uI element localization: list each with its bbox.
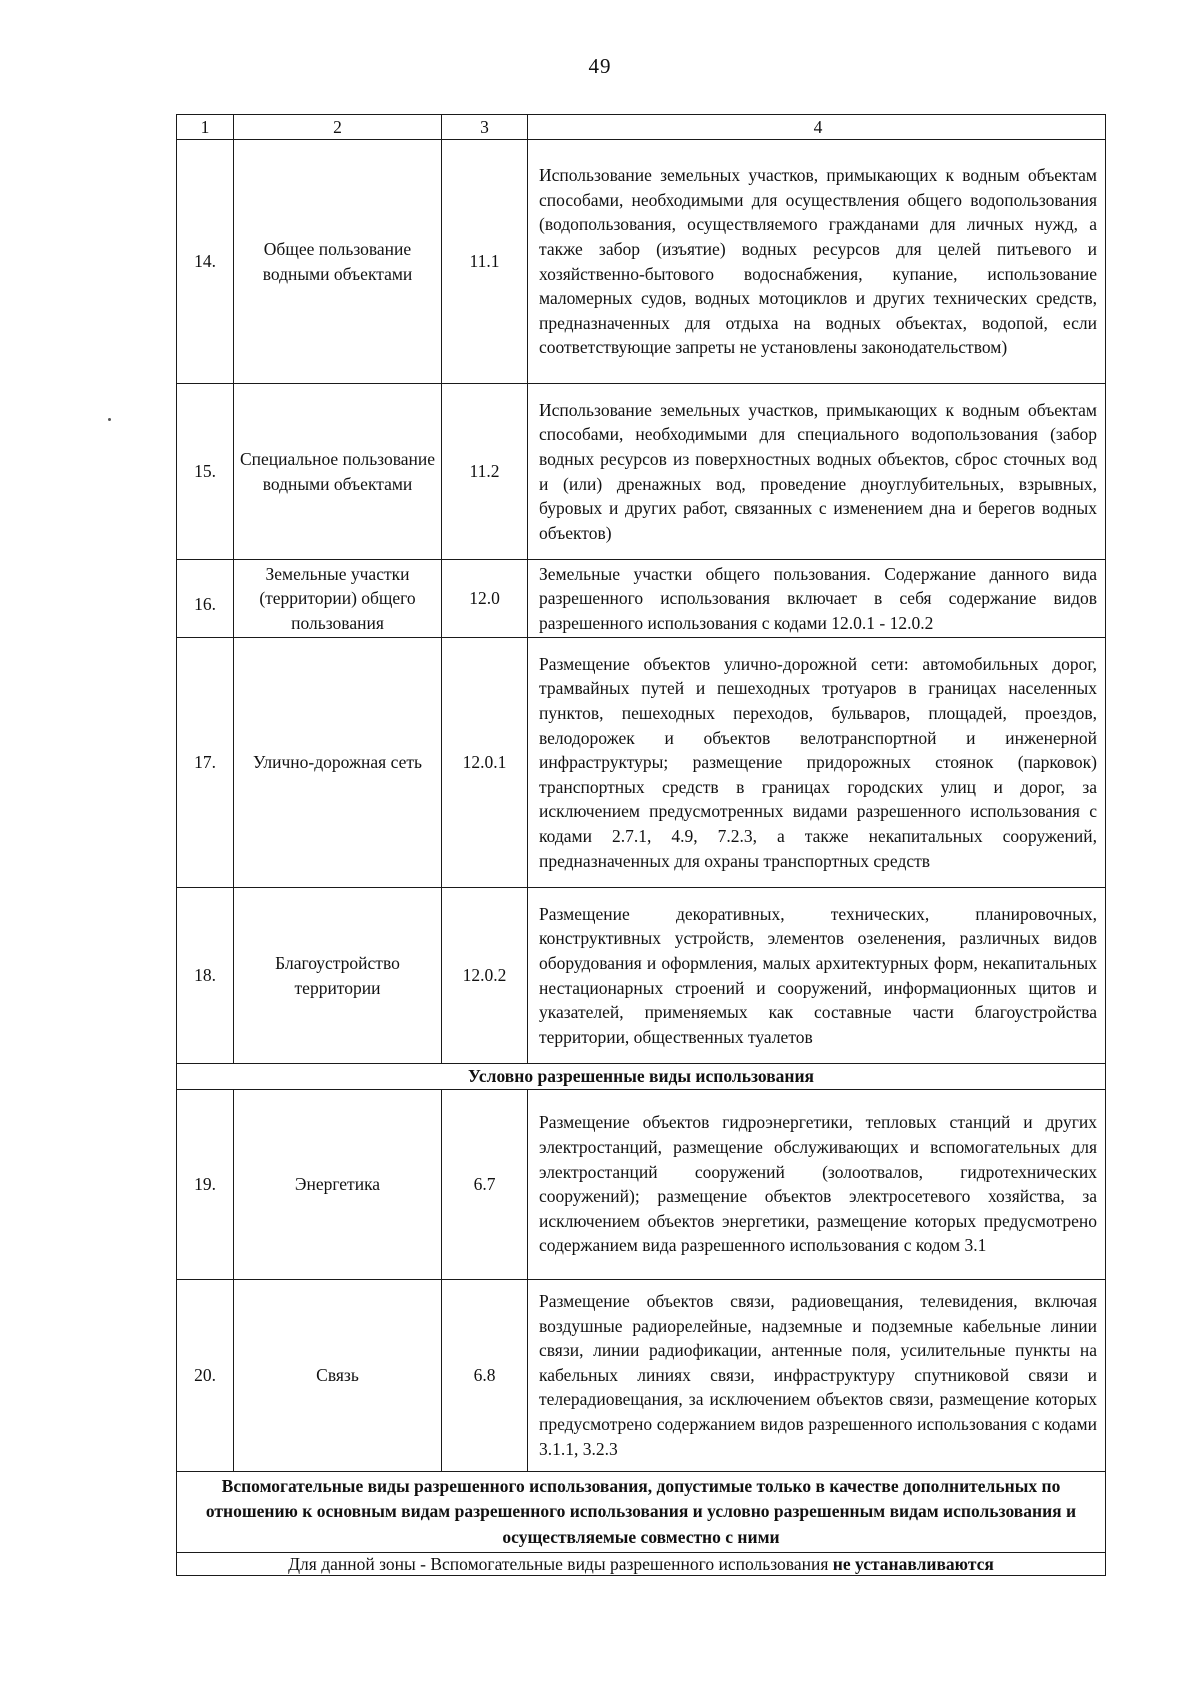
page-number: 49 bbox=[588, 54, 612, 78]
use-type-code: 6.8 bbox=[442, 1279, 528, 1471]
conditional-section-header bbox=[177, 1064, 1106, 1090]
header-row bbox=[177, 115, 1106, 140]
auxiliary-section-title: Вспомогательные виды разрешенного использования, допустимые только в качестве дополнительных по отношению к основным видам разрешенного использования и условно разрешенным видам использования и осуществляемые совместно с ними bbox=[177, 1471, 1106, 1553]
use-type-code: 11.2 bbox=[442, 384, 528, 560]
row-number: 14. bbox=[177, 140, 234, 384]
use-type-name: Связь bbox=[234, 1279, 442, 1471]
use-type-name: Земельные участки (территории) общего пользования bbox=[234, 560, 442, 638]
use-type-description: Использование земельных участков, примыкающих к водным объектам способами, необходимыми для специального водопользования (забор водных ресурсов из поверхностных водных объектов, сброс сточных вод и (или) дренажных вод, проведение дноуглубительных, взрывных, буровых и других работ, связанных с изменением дна и берегов водных объектов) bbox=[528, 384, 1106, 560]
row-number: 17. bbox=[177, 638, 234, 888]
use-type-description: Размещение объектов улично-дорожной сети: автомобильных дорог, трамвайных путей и пешеходных тротуаров в границах населенных пунктов, пешеходных переходов, бульваров, площадей, проездов, велодорожек и объектов велотранспортной и инженерной инфраструктуры; размещение придорожных стоянок (парковок) транспортных средств в границах городских улиц и дорог, за исключением предусмотренных видами разрешенного использования с кодами 2.7.1, 4.9, 7.2.3, а также некапитальных сооружений, предназначенных для охраны транспортных средств bbox=[528, 638, 1106, 888]
row-number: 16. bbox=[177, 560, 234, 638]
auxiliary-section-header bbox=[177, 1471, 1106, 1553]
header-col-3: 3 bbox=[442, 115, 528, 140]
row-number: 19. bbox=[177, 1089, 234, 1279]
use-type-name: Общее пользование водными объектами bbox=[234, 140, 442, 384]
use-type-name: Специальное пользование водными объектами bbox=[234, 384, 442, 560]
row-number: 20. bbox=[177, 1279, 234, 1471]
use-type-name: Улично-дорожная сеть bbox=[234, 638, 442, 888]
bottom-note-emphasis: не устанавливаются bbox=[832, 1554, 994, 1575]
table-row bbox=[177, 560, 1106, 638]
use-type-code: 6.7 bbox=[442, 1089, 528, 1279]
row-number: 15. bbox=[177, 384, 234, 560]
table-row bbox=[177, 1089, 1106, 1279]
use-type-description: Земельные участки общего пользования. Содержание данного вида разрешенного использования включает в себя содержание видов разрешенного использования с кодами 12.0.1 - 12.0.2 bbox=[528, 560, 1106, 638]
table-row bbox=[177, 638, 1106, 888]
bottom-note bbox=[177, 1553, 1106, 1576]
scan-speck bbox=[108, 418, 111, 421]
table-row bbox=[177, 140, 1106, 384]
use-type-description: Использование земельных участков, примыкающих к водным объектам способами, необходимыми для осуществления общего водопользования (водопользования, осуществляемого гражданами для личных нужд, а также забор (изъятие) водных ресурсов для целей питьевого и хозяйственно-бытового водоснабжения, купание, использование маломерных судов, водных мотоциклов и других технических средств, предназначенных для отдыха на водных объектах, водопой, если соответствующие запреты не установлены законодательством) bbox=[528, 140, 1106, 384]
use-type-description: Размещение декоративных, технических, планировочных, конструктивных устройств, элементов озеленения, различных видов оборудования и оформления, малых архитектурных форм, некапитальных нестационарных строений и сооружений, информационных щитов и указателей, применяемых как составные части благоустройства территории, общественных туалетов bbox=[528, 888, 1106, 1064]
use-type-description: Размещение объектов гидроэнергетики, тепловых станций и других электростанций, размещение обслуживающих и вспомогательных для электростанций сооружений (золоотвалов, гидротехнических сооружений); размещение объектов электросетевого хозяйства, за исключением объектов энергетики, размещение которых предусмотрено содержанием вида разрешенного использования с кодом 3.1 bbox=[528, 1089, 1106, 1279]
use-type-code: 12.0.1 bbox=[442, 638, 528, 888]
bottom-note-row bbox=[177, 1553, 1106, 1576]
header-col-1: 1 bbox=[177, 115, 234, 140]
table-row bbox=[177, 1279, 1106, 1471]
use-type-name: Энергетика bbox=[234, 1089, 442, 1279]
use-type-code: 12.0.2 bbox=[442, 888, 528, 1064]
use-type-description: Размещение объектов связи, радиовещания, телевидения, включая воздушные радиорелейные, надземные и подземные кабельные линии связи, линии радиофикации, антенные поля, усилительные пункты на кабельных линиях связи, инфраструктуру спутниковой связи и телерадиовещания, за исключением объектов связи, размещение которых предусмотрено содержанием видов разрешенного использования с кодами 3.1.1, 3.2.3 bbox=[528, 1279, 1106, 1471]
header-col-4: 4 bbox=[528, 115, 1106, 140]
table-row bbox=[177, 888, 1106, 1064]
land-use-table bbox=[176, 114, 1106, 1576]
header-col-2: 2 bbox=[234, 115, 442, 140]
bottom-note-prefix: Для данной зоны - Вспомогательные виды разрешенного использования bbox=[288, 1554, 829, 1575]
use-type-name: Благоустройство территории bbox=[234, 888, 442, 1064]
conditional-section-title: Условно разрешенные виды использования bbox=[177, 1064, 1106, 1090]
use-type-code: 11.1 bbox=[442, 140, 528, 384]
use-type-code: 12.0 bbox=[442, 560, 528, 638]
row-number: 18. bbox=[177, 888, 234, 1064]
table-row bbox=[177, 384, 1106, 560]
